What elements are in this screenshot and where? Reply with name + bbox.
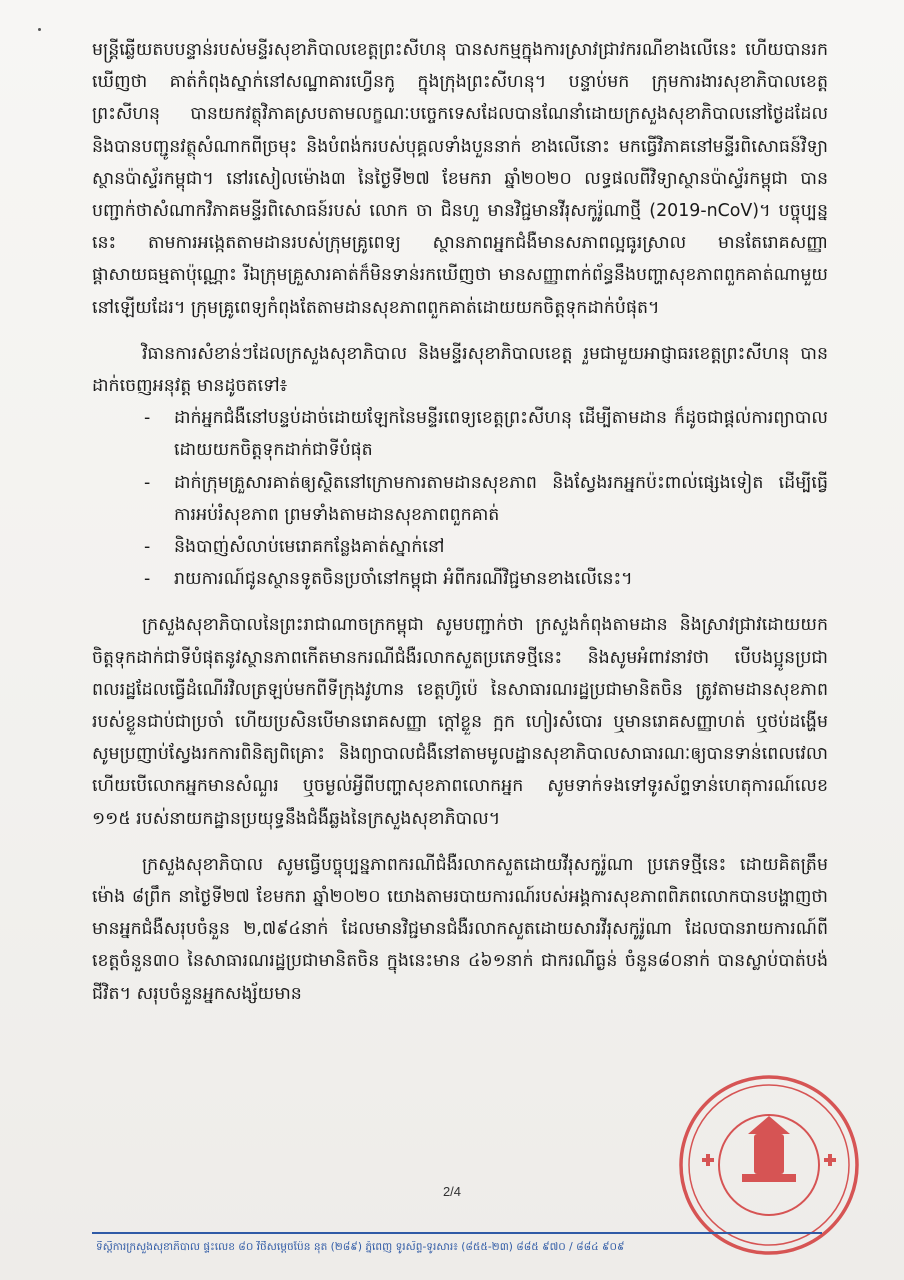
list-item: [144, 531, 828, 563]
list-item: [144, 402, 828, 466]
list-item: [144, 563, 828, 595]
footer-address: ទីស្តីការក្រសួងសុខាភិបាល ផ្ទះលេខ ៨០ វិថីសម្តេចប៉ែន នុត (២៨៩) ភ្នំពេញ ទូរស័ព្ទ-ទូរសារ៖ (៨៥៥-២៣) ៨៨៥ ៩៧០ / ៨៨៤ ៩០៩: [96, 1241, 625, 1253]
paragraph-3: ក្រសួងសុខាភិបាលនៃព្រះរាជាណាចក្រកម្ពុជា សូមបញ្ជាក់ថា ក្រសួងកំពុងតាមដាន និងស្រាវជ្រាវដោយយកចិត្តទុកដាក់ជាទីបំផុតនូវស្ថានភាពកើតមានករណីជំងឺរលាកសួតប្រភេទថ្មីនេះ និងសូមអំពាវនាវថា បើបងប្អូនប្រជាពលរដ្ឋដែលធ្វើដំណើរវិលត្រឡប់មកពីទីក្រុងវូហាន ខេត្តហ៊ូប៉េ នៃសាធារណរដ្ឋប្រជាមានិតចិន ត្រូវតាមដានសុខភាពរបស់ខ្លួនជាប់ជាប្រចាំ ហើយប្រសិនបើមានរោគសញ្ញា ក្តៅខ្លួន ក្អក ហៀរសំបោរ ឬមានរោគសញ្ញាហត់ ឬថប់ដង្ហើម សូមប្រញាប់ស្វែងរកការពិនិត្យពិគ្រោះ និងព្យាបាលជំងឺនៅតាមមូលដ្ឋានសុខាភិបាលសាធារណៈឲ្យបានទាន់ពេលវេលា ហើយបើលោកអ្នកមានសំណួរ ឬចម្ងល់អ្វីពីបញ្ហាសុខភាពលោកអ្នក សូមទាក់ទងទៅទូរស័ព្ទទាន់ហេតុការណ៍លេខ ១១៥ របស់នាយកដ្ឋានប្រយុទ្ធនឹងជំងឺឆ្លងនៃក្រសួងសុខាភិបាល។: [92, 615, 828, 829]
ministry-seal-stamp: [676, 1072, 862, 1258]
list-dash: -: [144, 408, 151, 429]
list-item-text: ដាក់អ្នកជំងឺនៅបន្ទប់ដាច់ដោយឡែកនៃមន្ទីរពេទ្យខេត្តព្រះសីហនុ ដើម្បីតាមដាន ក៏ដូចជាផ្តល់ការព្យាបាលដោយយកចិត្តទុកដាក់ជាទីបំផុត: [174, 408, 828, 461]
list-dash: -: [144, 569, 151, 590]
paragraph-4: ក្រសួងសុខាភិបាល សូមធ្វើបច្ចុប្បន្នភាពករណីជំងឺរលាកសួតដោយវីរុសកូរ៉ូណា ប្រភេទថ្មីនេះ ដោយគិតត្រឹមម៉ោង ៨ព្រឹក នាថ្ងៃទី២៧ ខែមករា ឆ្នាំ២០២០ យោងតាមរបាយការណ៍របស់អង្គការសុខភាពពិភពលោកបានបង្ហាញថា មានអ្នកជំងឺសរុបចំនួន ២,៧៩៤នាក់ ដែលមានវិជ្ជមានជំងឺរលាកសួតដោយសារវីរុសកូរ៉ូណា ដែលបានរាយការណ៍ពីខេត្តចំនួន៣០ នៃសាធារណរដ្ឋប្រជាមានិតចិន ក្នុងនេះមាន ៤៦១នាក់ ជាករណីធ្ងន់ ចំនួន៨០នាក់ បានស្លាប់បាត់បង់ជីវិត។ សរុបចំនួនអ្នកសង្ស័យមាន: [92, 854, 828, 1004]
list-item: [144, 467, 828, 531]
document-body: [92, 34, 828, 1010]
list-dash: -: [144, 537, 151, 558]
measures-list: [92, 402, 828, 595]
page-number: 2/4: [442, 1184, 462, 1199]
paragraph-2-intro: វិធានការសំខាន់ៗដែលក្រសួងសុខាភិបាល និងមន្ទីរសុខាភិបាលខេត្ត រួមជាមួយអាជ្ញាធរខេត្តព្រះសីហនុ បានដាក់ចេញអនុវត្ត មានដូចតទៅ៖: [92, 343, 828, 397]
scan-speck: [38, 28, 41, 31]
list-item-text: រាយការណ៍ជូនស្ថានទូតចិនប្រចាំនៅកម្ពុជា អំពីករណីវិជ្ជមានខាងលើនេះ។: [174, 569, 633, 590]
list-item-text: និងបាញ់សំលាប់មេរោគកន្លែងគាត់ស្នាក់នៅ: [174, 537, 445, 558]
list-item-text: ដាក់ក្រុមគ្រួសារគាត់ឲ្យស្ថិតនៅក្រោមការតាមដានសុខភាព និងស្វែងរកអ្នកប៉ះពាល់ផ្សេងទៀត ដើម្បីធ្វើការអប់រំសុខភាព ព្រមទាំងតាមដានសុខភាពពួកគាត់: [174, 472, 828, 525]
paragraph-1: មន្ត្រីឆ្លើយតបបន្ទាន់របស់មន្ទីរសុខាភិបាលខេត្តព្រះសីហនុ បានសកម្មក្នុងការស្រាវជ្រាវករណីខាងលើនេះ ហើយបានរកឃើញថា គាត់កំពុងស្នាក់នៅសណ្ឋាគារហ្វើនកូ ក្នុងក្រុងព្រះសីហនុ។ បន្ទាប់មក ក្រុមការងារសុខាភិបាលខេត្តព្រះសីហនុ បានយកវត្ថុវិភាគស្របតាមលក្ខណៈបច្ចេកទេសដែលបានណែនាំដោយក្រសួងសុខាភិបាលនៅថ្ងៃដដែល និងបានបញ្ជូនវត្ថុសំណាកពីច្រមុះ និងបំពង់ករបស់បុគ្គលទាំងបួននាក់ ខាងលើនោះ មកធ្វើវិភាគនៅមន្ទីរពិសោធន៍វិទ្យាស្ថានប៉ាស្ទ័រកម្ពុជា។ នៅរសៀលម៉ោង៣ នៃថ្ងៃទី២៧ ខែមករា ឆ្នាំ២០២០ លទ្ធផលពីវិទ្យាស្ថានប៉ាស្ទ័រកម្ពុជា បានបញ្ជាក់ថាសំណាកវិភាគមន្ទីរពិសោធន៍របស់ លោក ចា ជិនហួ មានវិជ្ជមានវីរុសកូរ៉ូណាថ្មី (2019-nCoV)។ បច្ចុប្បន្ននេះ តាមការអង្កេតតាមដានរបស់ក្រុមគ្រូពេទ្យ ស្ថានភាពអ្នកជំងឺមានសភាពល្អធូរស្រាល មានតែរោគសញ្ញាផ្តាសាយធម្មតាប៉ុណ្ណោះ រីឯក្រុមគ្រួសារគាត់ក៏មិនទាន់រកឃើញថា មានសញ្ញាពាក់ព័ន្ធនឹងបញ្ហាសុខភាពពួកគាត់ណាមួយនៅឡើយដែរ។ ក្រុមគ្រូពេទ្យកំពុងតែតាមដានសុខភាពពួកគាត់ដោយយកចិត្តទុកដាក់បំផុត។: [92, 40, 828, 318]
list-dash: -: [144, 472, 151, 493]
footer-divider: [92, 1232, 822, 1234]
